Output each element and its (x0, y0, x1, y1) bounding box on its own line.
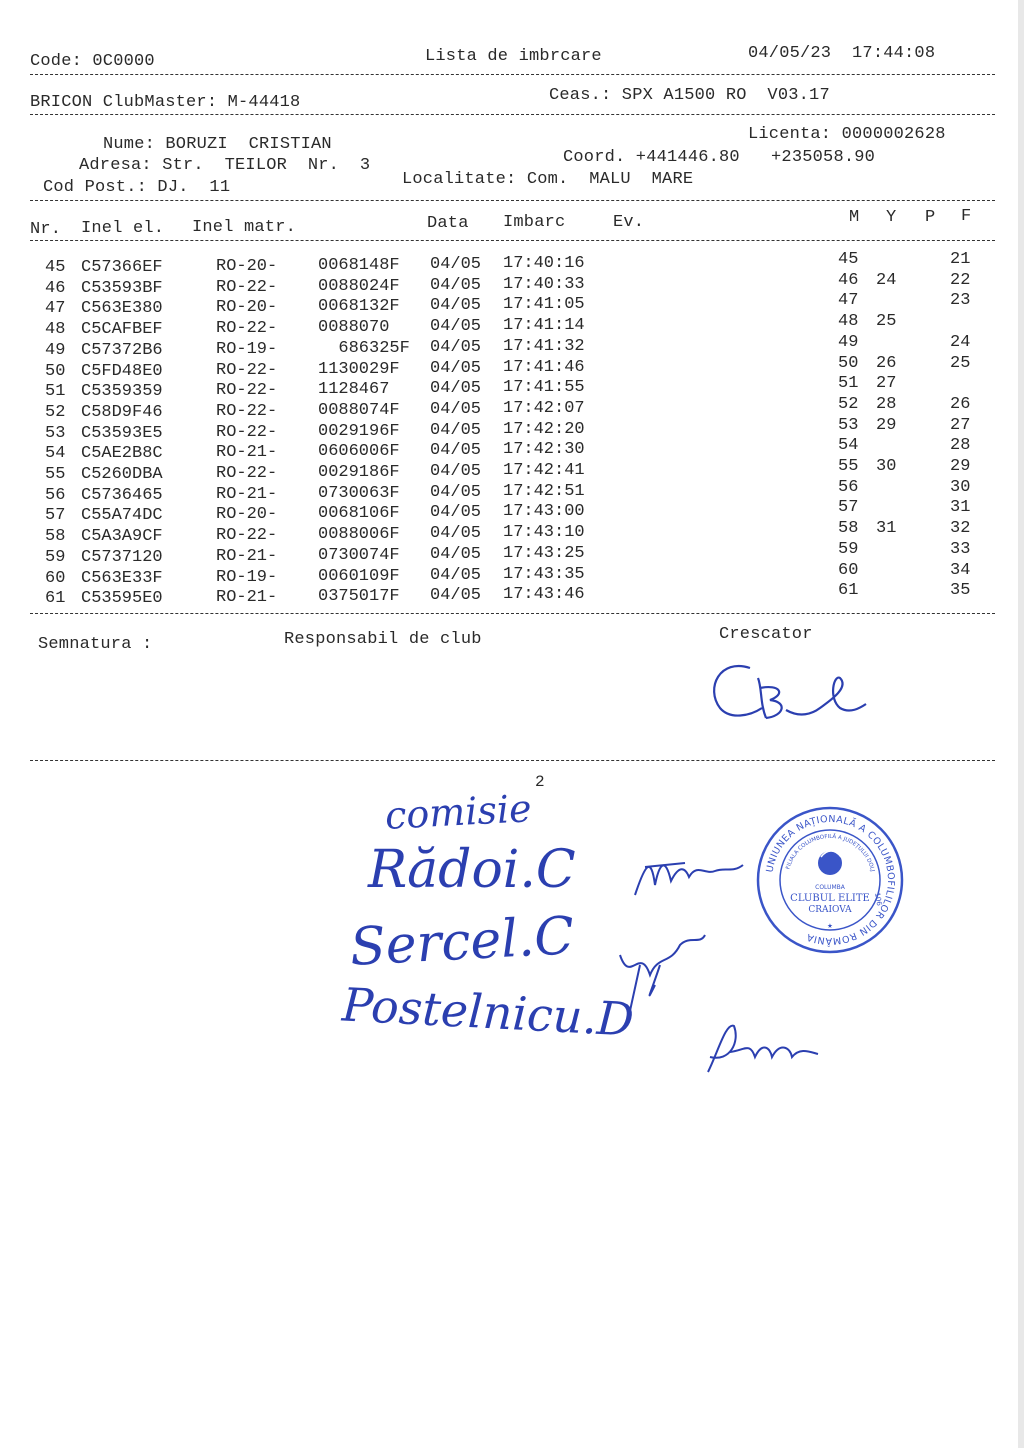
breeder-signature (700, 648, 880, 738)
col-f-value: 29 (950, 457, 971, 476)
col-y-value: 31 (876, 519, 897, 539)
owner-name: Nume: BORUZI CRISTIAN (103, 135, 332, 154)
basketing-time: 17:40:16 (503, 254, 585, 273)
basketing-date: 04/05 (430, 358, 482, 378)
col-f-value: 25 (950, 353, 971, 373)
star-icon: ★ (827, 921, 833, 931)
signature-label: Semnatura : (38, 635, 153, 654)
basketing-date: 04/05 (430, 565, 482, 585)
basketing-time: 17:41:32 (503, 336, 585, 356)
row-number: 60 (45, 568, 66, 588)
basketing-date: 04/05 (430, 337, 482, 357)
col-f-value: 35 (950, 581, 971, 601)
col-p: P (925, 208, 936, 227)
row-number: 53 (45, 423, 66, 443)
stamp-ring-text: UNIUNEA NAȚIONALĂ A COLUMBOFILILOR DIN ROMÂNIA (764, 813, 897, 947)
ring-prefix: RO-19- (216, 339, 278, 359)
basketing-date: 04/05 (430, 441, 482, 461)
electronic-ring: C58D9F46 (81, 402, 163, 422)
club-master: BRICON ClubMaster: M-44418 (30, 93, 301, 112)
electronic-ring: C53593BF (81, 278, 163, 298)
electronic-ring: C5737120 (81, 547, 163, 567)
col-imbarc: Imbarc (503, 213, 566, 232)
col-m-value: 45 (838, 250, 859, 269)
ring-number: 0029186F (318, 463, 400, 482)
basketing-time: 17:42:07 (503, 398, 585, 418)
col-m-value: 50 (838, 353, 859, 373)
col-y-value: 30 (876, 457, 897, 476)
col-m-value: 54 (838, 436, 859, 456)
basketing-time: 17:42:41 (503, 461, 585, 480)
basketing-time: 17:42:51 (503, 481, 585, 501)
ring-number: 686325F (318, 338, 410, 358)
print-datetime: 04/05/23 17:44:08 (748, 44, 936, 63)
postal-code: Cod Post.: DJ. 11 (43, 178, 231, 197)
col-m-value: 55 (838, 457, 859, 476)
ring-number: 0088024F (318, 276, 400, 296)
ring-number: 0088006F (318, 525, 400, 545)
document-title: Lista de imbrcare (425, 47, 602, 66)
ring-prefix: RO-21- (216, 484, 278, 504)
coordinates: Coord. +441446.80 +235058.90 (563, 148, 876, 167)
col-ev: Ev. (613, 213, 645, 232)
club-stamp (755, 805, 905, 955)
col-y-value: 24 (876, 270, 897, 290)
col-m-value: 60 (838, 560, 859, 580)
table-row (0, 581, 1024, 610)
basketing-date: 04/05 (430, 255, 482, 274)
handwritten-member-1: Rădoi.C (368, 840, 576, 900)
col-f-value: 21 (950, 250, 971, 269)
col-f-value: 22 (950, 270, 971, 290)
col-m-value: 57 (838, 498, 859, 518)
electronic-ring: C5260DBA (81, 465, 163, 484)
row-number: 61 (45, 589, 66, 609)
row-number: 56 (45, 485, 66, 505)
basketing-date: 04/05 (430, 296, 482, 316)
electronic-ring: C57366EF (81, 258, 163, 277)
basketing-time: 17:43:25 (503, 543, 585, 563)
member-signature-3 (700, 1012, 825, 1082)
electronic-ring: C5CAFBEF (81, 320, 163, 340)
basketing-date: 04/05 (430, 503, 482, 523)
ring-prefix: RO-20- (216, 298, 278, 318)
col-m-value: 46 (838, 270, 859, 290)
col-inel-el: Inel el. (81, 219, 165, 238)
basketing-time: 17:41:05 (503, 295, 585, 315)
basketing-time: 17:42:20 (503, 419, 585, 439)
basketing-time: 17:42:30 (503, 440, 585, 460)
electronic-ring: C5736465 (81, 485, 163, 505)
col-m-value: 51 (838, 374, 859, 394)
ring-prefix: RO-20- (216, 505, 278, 525)
breeder-label: Crescator (719, 625, 813, 644)
col-f-value: 32 (950, 519, 971, 539)
ring-prefix: RO-22- (216, 464, 278, 483)
electronic-ring: C5359359 (81, 382, 163, 402)
clock-info: Ceas.: SPX A1500 RO V03.17 (549, 86, 830, 105)
ring-prefix: RO-21- (216, 546, 278, 566)
col-m: M (849, 208, 860, 227)
row-number: 58 (45, 527, 66, 547)
basketing-date: 04/05 (430, 544, 482, 564)
electronic-ring: C563E380 (81, 299, 163, 319)
col-f-value: 33 (950, 539, 971, 559)
ring-prefix: RO-19- (216, 567, 278, 587)
col-f-value: 26 (950, 394, 971, 414)
ring-prefix: RO-22- (216, 401, 278, 421)
ring-number: 0088070 (318, 318, 400, 338)
handwritten-member-3: Postelnicu.D (340, 977, 636, 1047)
row-number: 52 (45, 402, 66, 422)
col-m-value: 52 (838, 394, 859, 414)
ring-number: 0730063F (318, 483, 400, 503)
col-f-value: 24 (950, 332, 971, 352)
col-m-value: 47 (838, 291, 859, 311)
handwritten-member-2: Sercel.C (348, 906, 576, 978)
divider (30, 760, 995, 761)
ring-prefix: RO-21- (216, 443, 278, 463)
col-y-value: 27 (876, 374, 897, 394)
col-m-value: 61 (838, 581, 859, 601)
stamp-inner-text: FILIALA COLUMBOFILĂ A JUDEȚULUI DOLJ (785, 833, 876, 873)
ring-number: 0375017F (318, 587, 400, 607)
col-y: Y (886, 208, 897, 227)
basketing-date: 04/05 (430, 420, 482, 440)
electronic-ring: C55A74DC (81, 506, 163, 526)
ring-prefix: RO-22- (216, 277, 278, 297)
electronic-ring: C5AE2B8C (81, 444, 163, 464)
col-y-value: 25 (876, 312, 897, 332)
row-number: 57 (45, 506, 66, 526)
row-number: 45 (45, 258, 66, 277)
ring-prefix: RO-22- (216, 381, 278, 401)
basketing-date: 04/05 (430, 586, 482, 606)
club-responsible-label: Responsabil de club (284, 630, 482, 649)
ring-number: 0029196F (318, 421, 400, 441)
col-data: Data (427, 214, 469, 233)
basketing-time: 17:41:55 (503, 378, 585, 398)
basketing-time: 17:43:00 (503, 502, 585, 522)
pigeon-emblem-icon (818, 851, 842, 875)
basketing-time: 17:41:46 (503, 357, 585, 377)
basketing-date: 04/05 (430, 524, 482, 544)
col-f: F (961, 207, 972, 226)
stamp-number: 106 (873, 891, 884, 907)
col-y-value: 29 (876, 415, 897, 435)
electronic-ring: C5A3A9CF (81, 527, 163, 547)
basketing-time: 17:43:46 (503, 585, 585, 605)
col-f-value: 27 (950, 415, 971, 435)
electronic-ring: C5FD48E0 (81, 361, 163, 381)
ring-number: 0060109F (318, 566, 400, 586)
row-number: 50 (45, 361, 66, 381)
col-f-value: 30 (950, 477, 971, 497)
electronic-ring: C57372B6 (81, 340, 163, 360)
basketing-date: 04/05 (430, 482, 482, 502)
col-m-value: 53 (838, 415, 859, 435)
row-number: 55 (45, 465, 66, 484)
owner-address: Adresa: Str. TEILOR Nr. 3 (79, 156, 371, 175)
col-m-value: 56 (838, 477, 859, 497)
row-number: 48 (45, 320, 66, 340)
ring-number: 1128467 (318, 380, 400, 400)
basketing-time: 17:43:35 (503, 564, 585, 584)
stamp-center-small: COLUMBA (815, 884, 845, 891)
ring-number: 0068132F (318, 297, 400, 317)
member-signature-1 (625, 845, 755, 905)
col-nr: Nr. (30, 220, 62, 239)
electronic-ring: C53593E5 (81, 423, 163, 443)
col-f-value: 31 (950, 498, 971, 518)
basketing-date: 04/05 (430, 462, 482, 481)
divider (30, 114, 995, 115)
divider (30, 74, 995, 75)
ring-prefix: RO-22- (216, 360, 278, 380)
basketing-time: 17:41:14 (503, 316, 585, 336)
ring-prefix: RO-22- (216, 422, 278, 442)
divider (30, 200, 995, 201)
col-y-value: 28 (876, 394, 897, 414)
member-signature-2 (600, 925, 720, 1025)
ring-number: 0068148F (318, 256, 400, 275)
basketing-date: 04/05 (430, 399, 482, 419)
ring-number: 0730074F (318, 545, 400, 565)
basketing-time: 17:40:33 (503, 274, 585, 294)
electronic-ring: C53595E0 (81, 589, 163, 609)
row-number: 49 (45, 340, 66, 360)
handwritten-commission: comisie (383, 786, 533, 838)
basketing-time: 17:43:10 (503, 523, 585, 543)
locality: Localitate: Com. MALU MARE (402, 170, 694, 189)
ring-prefix: RO-20- (216, 257, 278, 276)
row-number: 46 (45, 278, 66, 298)
col-f-value: 28 (950, 436, 971, 456)
ring-prefix: RO-21- (216, 588, 278, 608)
ring-number: 1130029F (318, 359, 400, 379)
col-f-value: 23 (950, 291, 971, 311)
license-number: Licenta: 0000002628 (748, 125, 946, 144)
col-m-value: 49 (838, 332, 859, 352)
col-m-value: 58 (838, 519, 859, 539)
page-number: 2 (535, 773, 545, 791)
page-edge (1018, 0, 1024, 1448)
ring-number: 0068106F (318, 504, 400, 524)
basketing-date: 04/05 (430, 379, 482, 399)
code-label: Code: 0C0000 (30, 52, 155, 71)
col-y-value: 26 (876, 353, 897, 373)
row-number: 47 (45, 299, 66, 319)
col-m-value: 48 (838, 312, 859, 332)
col-inel-matr: Inel matr. (192, 218, 297, 237)
col-f-value: 34 (950, 560, 971, 580)
ring-number: 0088074F (318, 400, 400, 420)
row-number: 51 (45, 382, 66, 402)
row-number: 59 (45, 547, 66, 567)
electronic-ring: C563E33F (81, 568, 163, 588)
ring-number: 0606006F (318, 442, 400, 462)
ring-prefix: RO-22- (216, 526, 278, 546)
stamp-center-line1: CLUBUL ELITE (790, 893, 870, 904)
divider (30, 613, 995, 614)
basketing-date: 04/05 (430, 275, 482, 295)
ring-prefix: RO-22- (216, 319, 278, 339)
basketing-date: 04/05 (430, 317, 482, 337)
stamp-center-line2: CRAIOVA (808, 905, 852, 915)
divider (30, 240, 995, 241)
row-number: 54 (45, 444, 66, 464)
col-m-value: 59 (838, 539, 859, 559)
